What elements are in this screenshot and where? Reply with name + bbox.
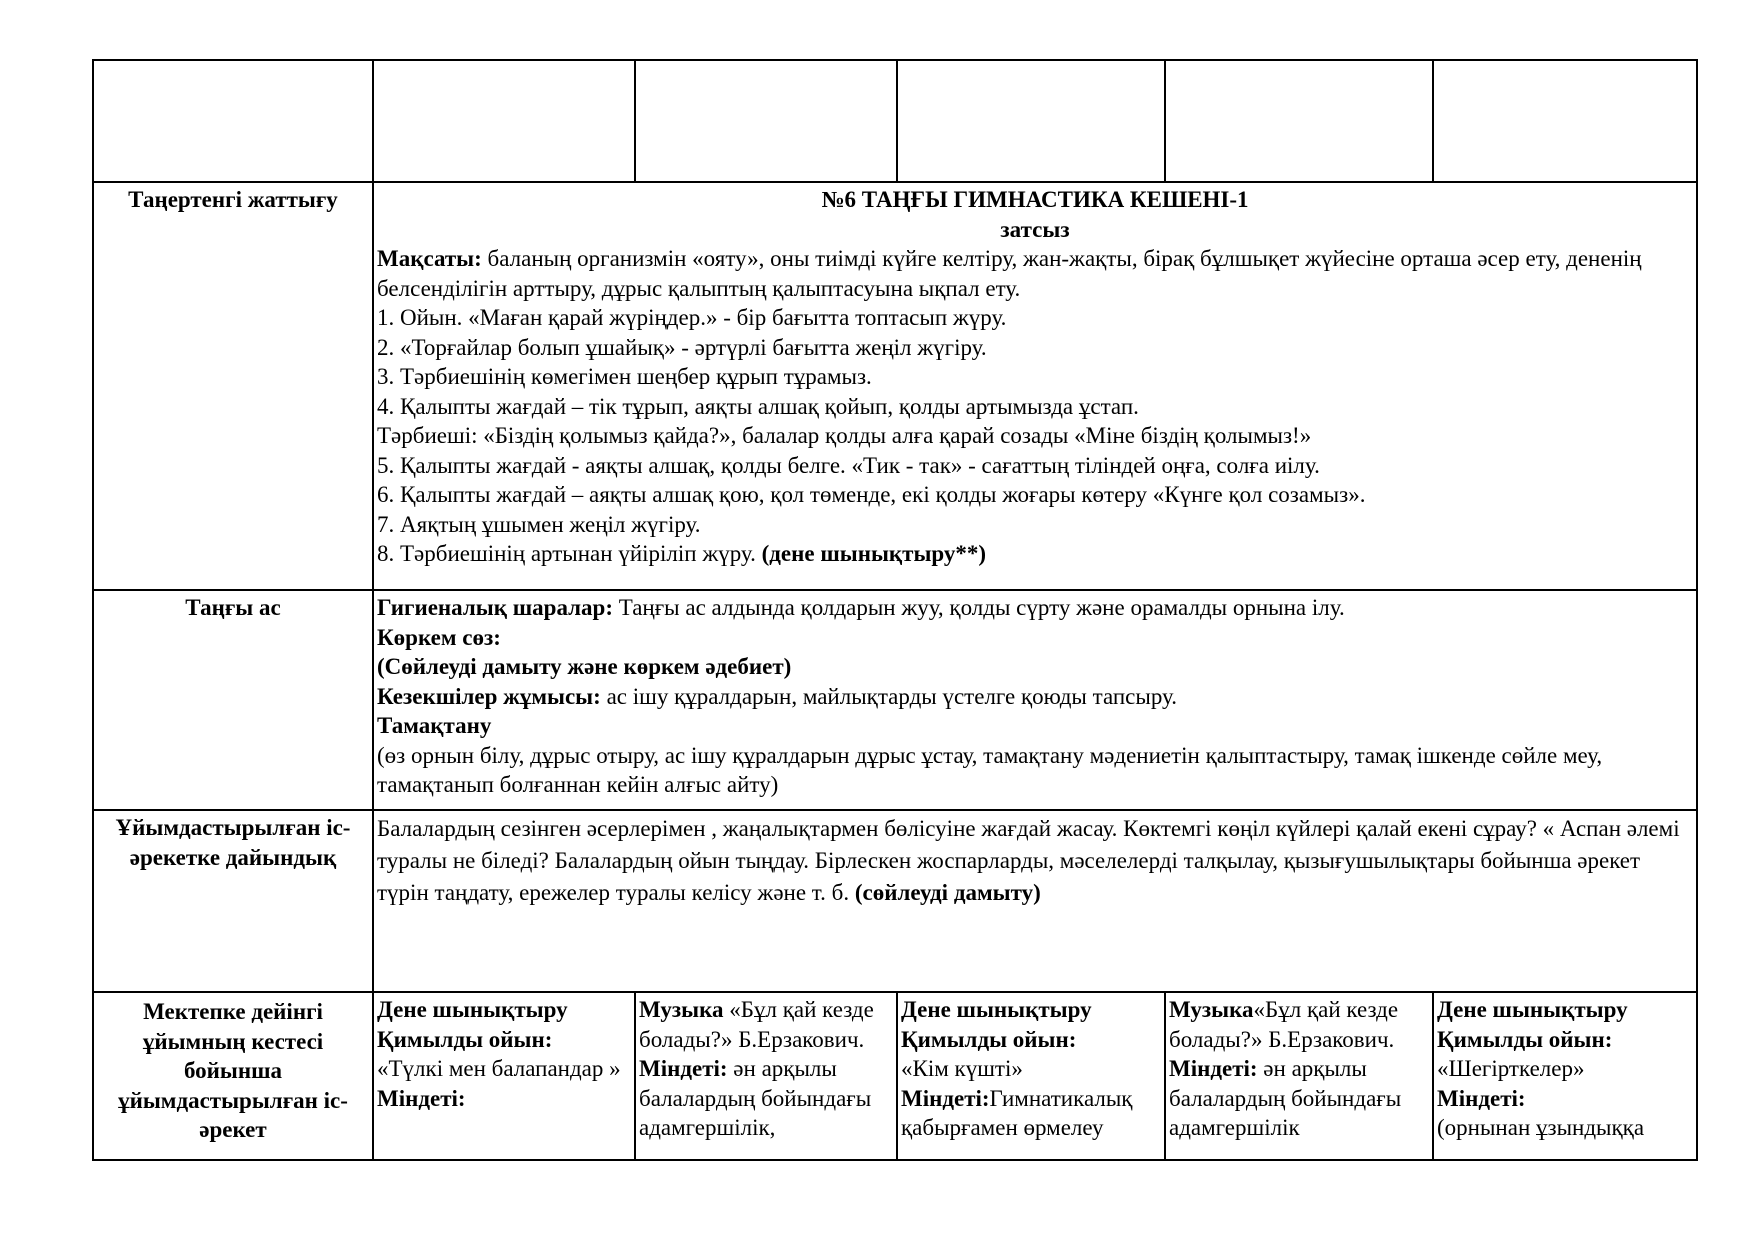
eating-label: Тамақтану	[377, 713, 492, 738]
organized-col-2	[635, 992, 897, 1160]
task-label: Міндеті:	[901, 1085, 990, 1111]
subject-title: Музыка	[1169, 997, 1254, 1022]
exercise-step-last	[377, 539, 1693, 569]
music-line	[639, 995, 893, 1054]
song-name: «Бұл қай кезде болады?» Б.Ерзакович.	[1169, 997, 1399, 1052]
preparation-label: Ұйымдастырылған іс-әрекетке дайындық	[93, 810, 373, 992]
exercise-step: 1. Ойын. «Маған қарай жүріңдер.» - бір бағытта топтасып жүру.	[377, 305, 1007, 330]
task-line	[901, 1084, 1161, 1143]
exercise-step: 2. «Торғайлар болып ұшайық» - әртүрлі бағытта жеңіл жүгіру.	[377, 334, 987, 360]
game-label: Қимылды ойын:	[377, 1026, 553, 1052]
breakfast-row	[93, 590, 1697, 810]
art-word-label: Көркем сөз:	[377, 624, 501, 650]
game-label: Қимылды ойын:	[901, 1026, 1077, 1052]
hygiene-text: Таңғы ас алдында қолдарын жуу, қолды сүрту және орамалды орнына ілу.	[613, 595, 1345, 620]
eating-text: (өз орнын білу, дұрыс отыру, ас ішу құралдарын дұрыс ұстау, тамақтану мәдениетін қалыптастыру, тамақ ішкенде сөйле меу, тамақтанып болғаннан кейін алғыс айту)	[377, 742, 1603, 797]
hygiene-label: Гигиеналық шаралар:	[377, 595, 613, 620]
gymnastics-subtitle: затсыз	[1000, 216, 1070, 242]
task-text: Гимнатикалық қабырғамен өрмелеу	[901, 1085, 1133, 1140]
empty-cell	[1433, 60, 1697, 182]
song-name: «Бұл қай кезде болады?» Б.Ерзакович.	[639, 997, 874, 1052]
organized-col-5	[1433, 992, 1697, 1160]
subject-title: Дене шынықтыру	[377, 997, 568, 1022]
exercise-step: 4. Қалыпты жағдай – тік тұрып, аяқты алшақ қойып, қолды артымызда ұстап.	[377, 393, 1139, 419]
game-name: «Түлкі мен балапандар »	[377, 1056, 621, 1081]
goal-label: Мақсаты:	[377, 246, 482, 271]
organized-col-4	[1165, 992, 1433, 1160]
daily-plan-page	[92, 59, 1696, 1161]
task-label: Міндеті:	[377, 1085, 466, 1111]
exercise-step: 5. Қалыпты жағдай - аяқты алшақ, қолды белге. «Тик - так» - сағаттың тіліндей оңға, солға иілу.	[377, 452, 1320, 478]
task-label: Міндеті:	[1169, 1056, 1258, 1081]
preparation-content	[373, 810, 1697, 992]
exercise-step: Тәрбиеші: «Біздің қолымыз қайда?», балалар қолды алға қарай созады «Міне біздің қолымыз!»	[377, 423, 1312, 448]
gymnastics-title: №6 ТАҢҒЫ ГИМНАСТИКА КЕШЕНІ-1	[821, 187, 1249, 212]
daily-plan-table	[92, 59, 1698, 1161]
morning-exercise-row	[93, 182, 1697, 590]
organized-activity-label: Мектепке дейінгі ұйымның кестесі бойынша ұйымдастырылған іс-әрекет	[93, 992, 373, 1160]
game-name: «Шегірткелер»	[1437, 1056, 1585, 1081]
task-line	[639, 1054, 893, 1143]
hygiene-line	[377, 593, 1693, 623]
task-text: ән арқылы балалардың бойындағы адамгершілік,	[639, 1056, 872, 1140]
duty-text: ас ішу құралдарын, майлықтарды үстелге қоюды тапсыру.	[600, 683, 1177, 709]
exercise-step: 7. Аяқтың ұшымен жеңіл жүгіру.	[377, 511, 701, 537]
art-word-subject: (Сөйлеуді дамыту және көркем әдебиет)	[377, 654, 792, 679]
morning-exercise-label: Таңертенгі жаттығу	[93, 182, 373, 590]
empty-cell	[93, 60, 373, 182]
goal-text: баланың организмін «ояту», оны тиімді күйге келтіру, жан-жақты, бірақ бұлшықет жүйесіне орташа әсер ету, дененің белсенділігін арттыру, дұрыс қалыптың қалыптасуына ықпал ету.	[377, 246, 1642, 301]
exercise-step: 3. Тәрбиешінің көмегімен шеңбер құрып тұрамыз.	[377, 364, 872, 389]
breakfast-content	[373, 590, 1697, 810]
empty-cell	[635, 60, 897, 182]
empty-cell	[373, 60, 635, 182]
subject-title: Дене шынықтыру	[901, 997, 1092, 1022]
subject-title: Музыка	[639, 997, 724, 1022]
task-label: Міндеті:	[639, 1056, 728, 1081]
task-text: (орнынан ұзындыққа	[1437, 1115, 1645, 1140]
subject-title: Дене шынықтыру	[1437, 997, 1628, 1022]
empty-cell	[1165, 60, 1433, 182]
music-line	[1169, 995, 1429, 1054]
exercise-step: 6. Қалыпты жағдай – аяқты алшақ қою, қол төменде, екі қолды жоғары көтеру «Күнге қол созамыз».	[377, 482, 1366, 507]
breakfast-label: Таңғы ас	[93, 590, 373, 810]
preparation-text: Балалардың сезінген әсерлерімен , жаңалықтармен бөлісуіне жағдай жасау. Көктемгі көңіл күйлері қалай екені сұрау? « Аспан әлемі туралы не біледі? Балалардың ойын тыңдау. Бірлескен жоспарларды, мәселелерді талқылау, қызығушылықтары бойынша әрекет түрін таңдату, ережелер туралы келісу және т. б.	[377, 816, 1680, 905]
morning-exercise-content	[373, 182, 1697, 590]
game-label: Қимылды ойын:	[1437, 1026, 1613, 1052]
empty-cell	[897, 60, 1165, 182]
organized-col-3	[897, 992, 1165, 1160]
task-text: ән арқылы балалардың бойындағы адамгершілік	[1169, 1056, 1402, 1140]
organized-activity-row	[93, 992, 1697, 1160]
duty-label: Кезекшілер жұмысы:	[377, 683, 601, 709]
task-label: Міндеті:	[1437, 1085, 1526, 1111]
organized-col-1	[373, 992, 635, 1160]
gymnastics-goal	[377, 244, 1693, 303]
preparation-row	[93, 810, 1697, 992]
last-step-text: 8. Тәрбиешінің артынан үйіріліп жүру.	[377, 541, 762, 566]
duty-line	[377, 682, 1693, 712]
last-step-tag: (дене шынықтыру**)	[761, 541, 987, 566]
task-line	[1169, 1054, 1429, 1143]
game-name: «Кім күшті»	[901, 1056, 1023, 1081]
empty-header-row	[93, 60, 1697, 182]
preparation-tag: (сөйлеуді дамыту)	[854, 880, 1041, 905]
